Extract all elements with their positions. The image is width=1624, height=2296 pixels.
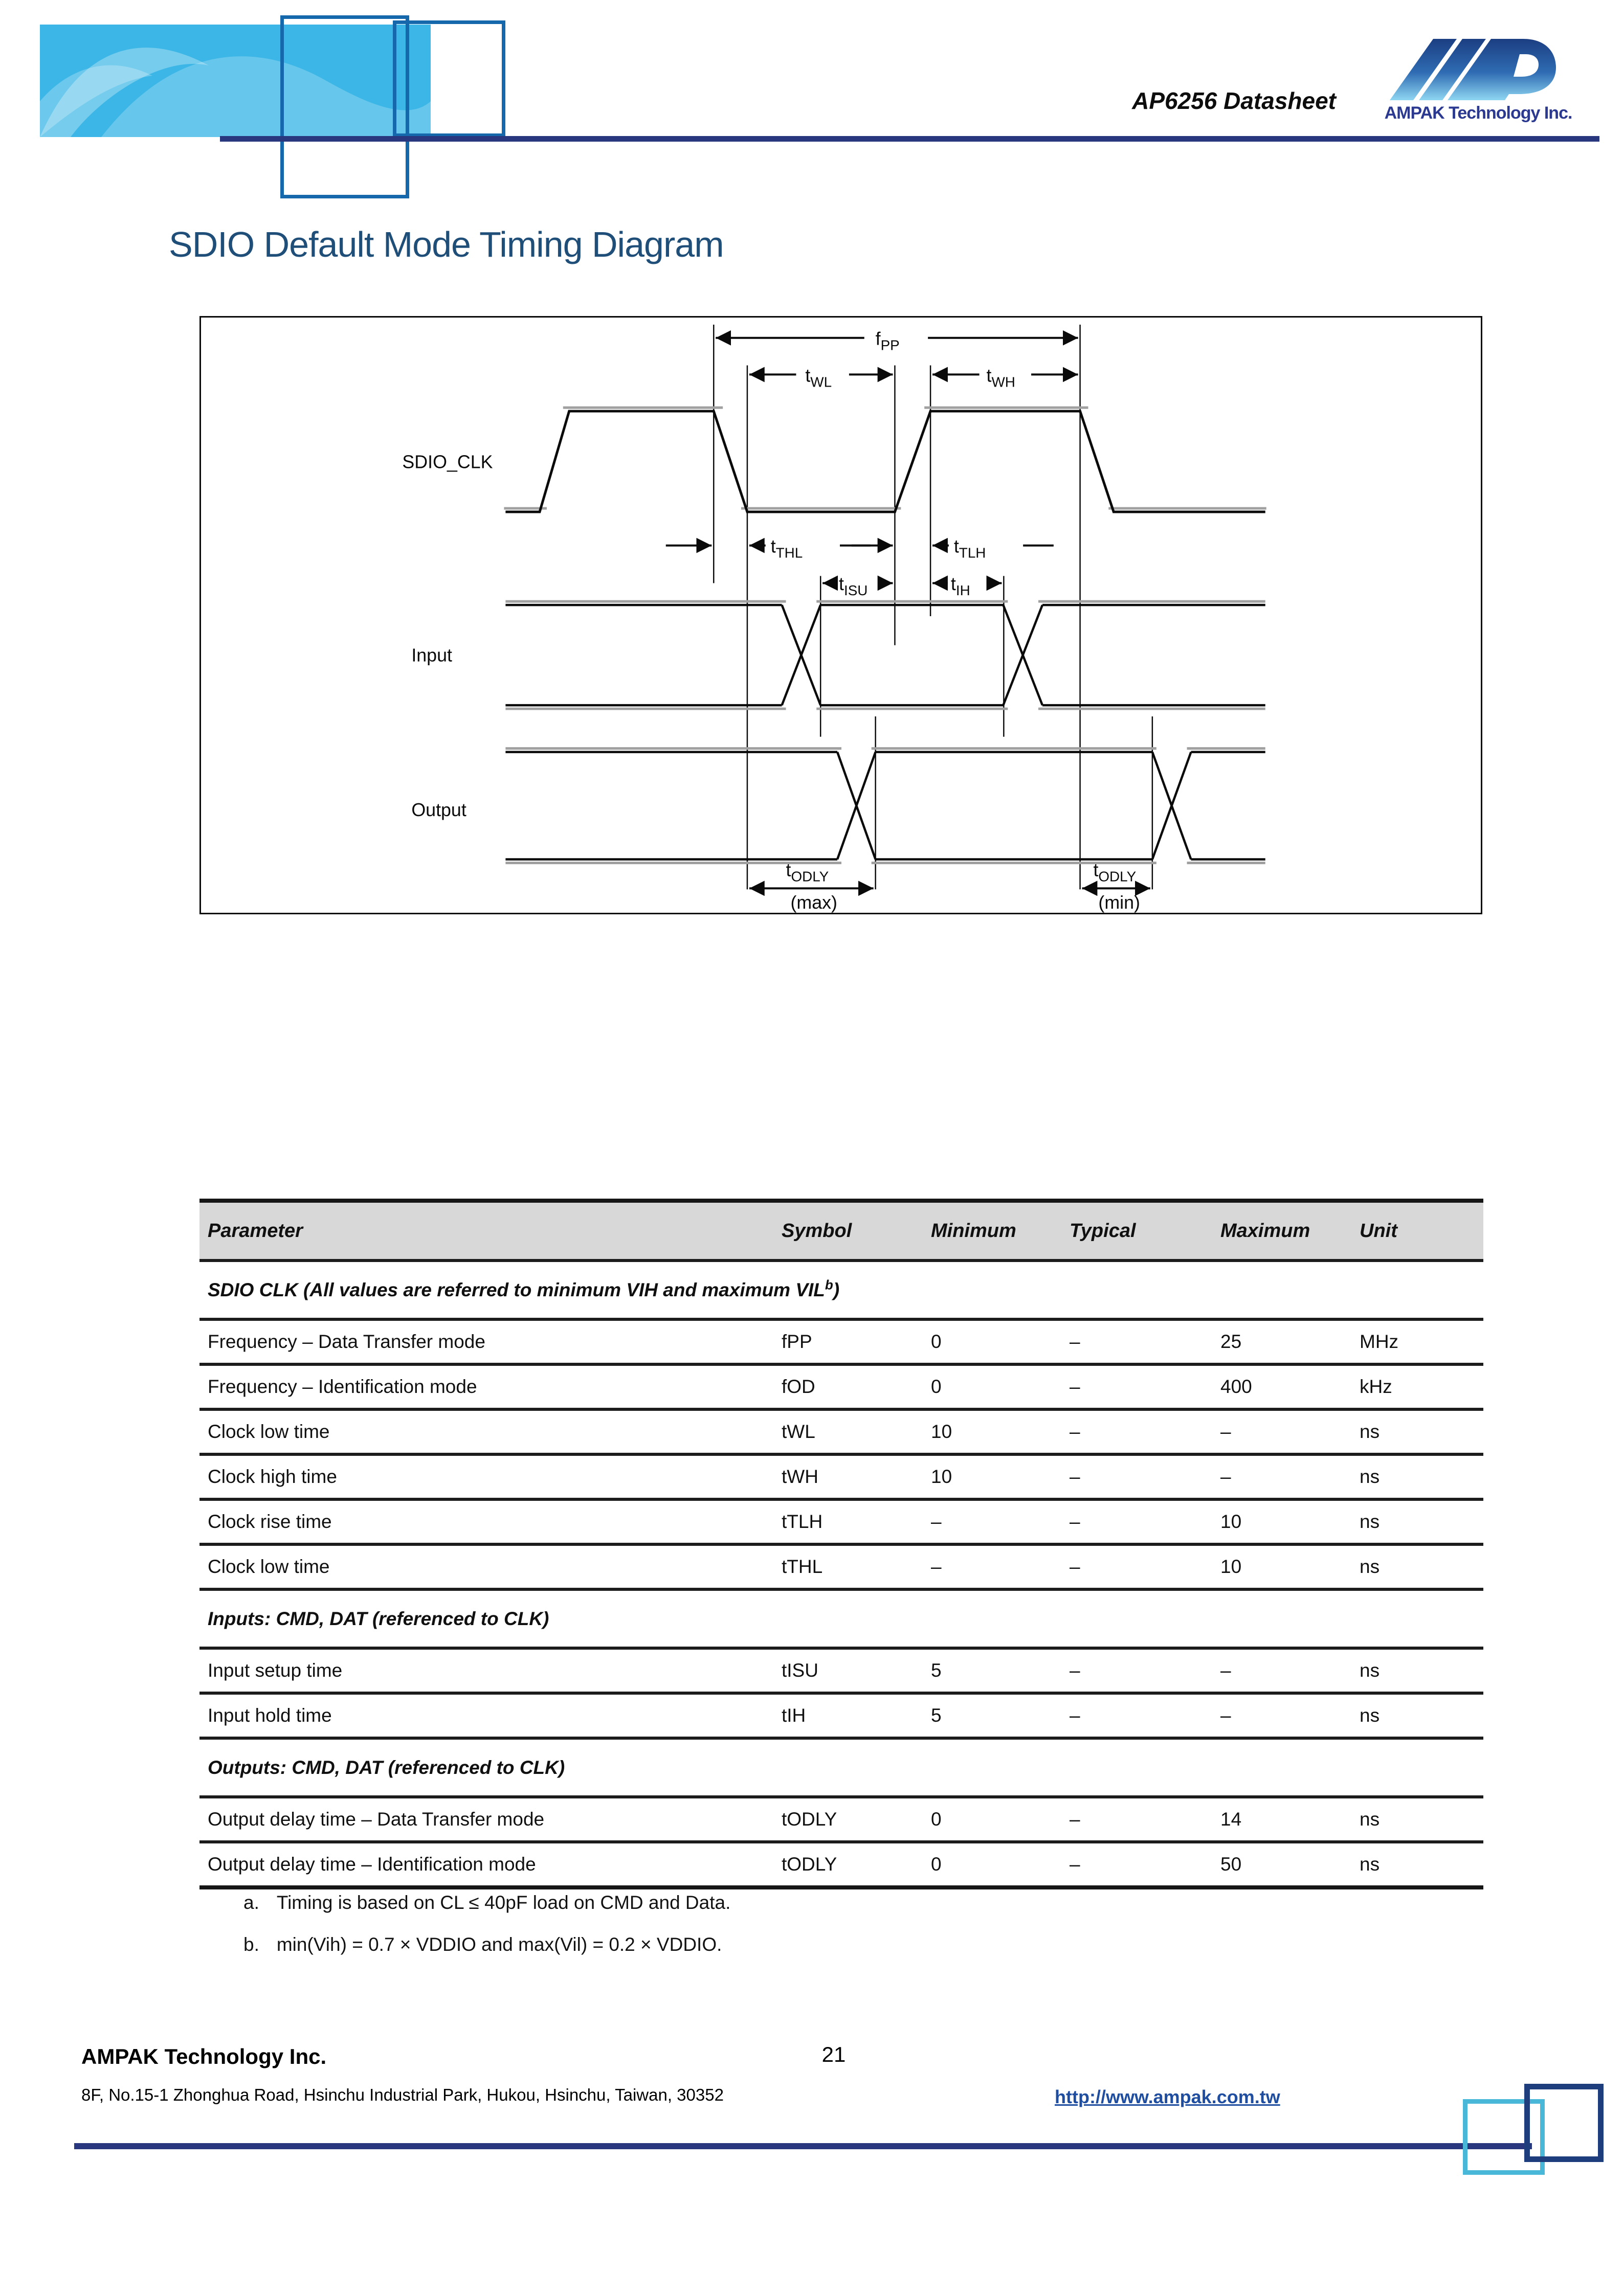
footnote-text: min(Vih) = 0.7 × VDDIO and max(Vil) = 0.2 × VDDIO.: [276, 1934, 722, 1955]
label-tthl: $t_{THL}$: [770, 536, 803, 561]
cell-minimum: 10: [931, 1466, 952, 1487]
label-twl: $t_{WL}$: [805, 365, 832, 390]
ampak-logo-icon: [1387, 37, 1569, 102]
output-waveform: [505, 752, 1265, 860]
cell-minimum: 5: [931, 1705, 942, 1726]
cell-symbol: tIH: [782, 1705, 806, 1726]
cell-unit: ns: [1360, 1854, 1380, 1875]
label-todly-min: $t_{ODLY}$: [1093, 860, 1137, 885]
section-title: Inputs: CMD, DAT (referenced to CLK): [208, 1608, 549, 1629]
cell-parameter: Input setup time: [208, 1660, 343, 1681]
cell-typical: –: [1070, 1556, 1080, 1577]
cell-unit: ns: [1360, 1660, 1380, 1681]
cell-symbol: tTLH: [782, 1511, 823, 1532]
cell-maximum: 14: [1220, 1809, 1242, 1830]
cell-typical: –: [1070, 1809, 1080, 1830]
cell-minimum: 10: [931, 1421, 952, 1442]
guide-lines: [714, 325, 1152, 889]
cell-unit: ns: [1360, 1809, 1380, 1830]
footer-decoration-navy-rect: [1524, 2084, 1604, 2162]
label-twh: $t_{WH}$: [986, 365, 1015, 390]
col-header-minimum: Minimum: [931, 1220, 1016, 1242]
input-waveform: [505, 605, 1265, 705]
label-todly-min-qual: (min): [1098, 892, 1140, 913]
cell-maximum: 10: [1220, 1511, 1242, 1532]
cell-minimum: 5: [931, 1660, 942, 1681]
section-title: SDIO CLK (All values are referred to minimum VIH and maximum VIL$^b$): [208, 1277, 840, 1300]
cell-unit: ns: [1360, 1556, 1380, 1577]
cell-symbol: tODLY: [782, 1809, 837, 1830]
cell-minimum: –: [931, 1556, 942, 1577]
label-todly-max-qual: (max): [790, 892, 837, 913]
footnote-text: Timing is based on CL ≤ 40pF load on CMD and Data.: [276, 1892, 731, 1913]
timing-diagram-figure: [199, 316, 1482, 914]
footnote-marker: b.: [243, 1934, 259, 1955]
cell-maximum: –: [1220, 1705, 1231, 1726]
col-header-symbol: Symbol: [782, 1220, 852, 1242]
cell-maximum: –: [1220, 1421, 1231, 1442]
document-title: AP6256 Datasheet: [1132, 87, 1336, 114]
cell-maximum: 10: [1220, 1556, 1242, 1577]
footer-address: 8F, No.15-1 Zhonghua Road, Hsinchu Industrial Park, Hukou, Hsinchu, Taiwan, 30352: [81, 2085, 724, 2104]
cell-typical: –: [1070, 1421, 1080, 1442]
cell-parameter: Clock low time: [208, 1421, 330, 1442]
cell-parameter: Frequency – Data Transfer mode: [208, 1331, 485, 1352]
cell-typical: –: [1070, 1331, 1080, 1352]
dimension-arrows: [666, 338, 1150, 888]
sdio-clk-waveform: [505, 411, 1265, 512]
footnote-marker: a.: [243, 1892, 259, 1913]
signal-label-output: Output: [411, 799, 466, 820]
section-row-sdio-clk: [199, 1259, 1483, 1318]
cell-symbol: fOD: [782, 1376, 815, 1397]
cell-minimum: 0: [931, 1809, 942, 1830]
cell-parameter: Clock rise time: [208, 1511, 332, 1532]
footer-company-name: AMPAK Technology Inc.: [81, 2044, 327, 2068]
section-title: Outputs: CMD, DAT (referenced to CLK): [208, 1757, 565, 1778]
cell-minimum: –: [931, 1511, 942, 1532]
cell-unit: kHz: [1360, 1376, 1392, 1397]
header-divider-rule: [220, 136, 1599, 142]
label-tih: $t_{IH}$: [950, 574, 970, 599]
cell-unit: ns: [1360, 1511, 1380, 1532]
cell-symbol: tISU: [782, 1660, 818, 1681]
timing-diagram-svg: [201, 318, 1481, 913]
label-ttlh: $t_{TLH}$: [953, 536, 986, 561]
cell-typical: –: [1070, 1466, 1080, 1487]
section-row-inputs: [199, 1588, 1483, 1647]
table-row: [199, 1363, 1483, 1408]
footnote-a: [243, 1892, 730, 1914]
table-row: [199, 1543, 1483, 1588]
table-row: [199, 1692, 1483, 1737]
cell-parameter: Output delay time – Data Transfer mode: [208, 1809, 545, 1830]
col-header-typical: Typical: [1070, 1220, 1136, 1242]
cell-typical: –: [1070, 1511, 1080, 1532]
label-fpp: $f_{PP}$: [875, 328, 900, 353]
cell-typical: –: [1070, 1376, 1080, 1397]
table-row: [199, 1840, 1483, 1885]
cell-unit: ns: [1360, 1466, 1380, 1487]
table-row: [199, 1408, 1483, 1453]
cell-parameter: Clock high time: [208, 1466, 337, 1487]
cell-typical: –: [1070, 1854, 1080, 1875]
cell-maximum: –: [1220, 1660, 1231, 1681]
page-number: 21: [821, 2042, 846, 2066]
col-header-parameter: Parameter: [208, 1220, 303, 1242]
page-title: SDIO Default Mode Timing Diagram: [169, 224, 724, 264]
label-tisu: $t_{ISU}$: [839, 574, 868, 599]
col-header-unit: Unit: [1360, 1220, 1397, 1242]
cell-minimum: 0: [931, 1331, 942, 1352]
cell-parameter: Output delay time – Identification mode: [208, 1854, 536, 1875]
cell-symbol: tTHL: [782, 1556, 823, 1577]
cell-maximum: 400: [1220, 1376, 1252, 1397]
cell-symbol: tODLY: [782, 1854, 837, 1875]
timing-parameter-table: [199, 1199, 1483, 1889]
cell-unit: ns: [1360, 1421, 1380, 1442]
cell-symbol: fPP: [782, 1331, 812, 1352]
table-row: [199, 1318, 1483, 1363]
cell-symbol: tWL: [782, 1421, 815, 1442]
ampak-logo-text: AMPAK Technology Inc.: [1384, 103, 1572, 123]
cell-parameter: Clock low time: [208, 1556, 330, 1577]
header-decoration-outline-rect-right: [393, 20, 505, 137]
table-row: [199, 1453, 1483, 1498]
cell-minimum: 0: [931, 1854, 942, 1875]
cell-unit: MHz: [1360, 1331, 1399, 1352]
cell-parameter: Frequency – Identification mode: [208, 1376, 477, 1397]
table-row: [199, 1498, 1483, 1543]
footer-website-link[interactable]: http://www.ampak.com.tw: [1055, 2086, 1280, 2107]
col-header-maximum: Maximum: [1220, 1220, 1310, 1242]
signal-label-sdio-clk: SDIO_CLK: [402, 452, 493, 472]
table-header-row: [199, 1203, 1483, 1259]
cell-minimum: 0: [931, 1376, 942, 1397]
cell-typical: –: [1070, 1705, 1080, 1726]
cell-maximum: 50: [1220, 1854, 1242, 1875]
cell-maximum: –: [1220, 1466, 1231, 1487]
signal-label-input: Input: [411, 645, 452, 666]
cell-typical: –: [1070, 1660, 1080, 1681]
footnote-b: [243, 1934, 722, 1955]
cell-symbol: tWH: [782, 1466, 818, 1487]
cell-unit: ns: [1360, 1705, 1380, 1726]
section-row-outputs: [199, 1737, 1483, 1795]
table-row: [199, 1647, 1483, 1692]
cell-parameter: Input hold time: [208, 1705, 332, 1726]
label-todly-max: $t_{ODLY}$: [786, 860, 829, 885]
footnote-ref-b: b: [825, 1277, 833, 1293]
cell-maximum: 25: [1220, 1331, 1242, 1352]
footer-divider-rule: [74, 2143, 1532, 2149]
header-decoration-outline-rect-left: [280, 15, 409, 198]
table-row: [199, 1795, 1483, 1840]
